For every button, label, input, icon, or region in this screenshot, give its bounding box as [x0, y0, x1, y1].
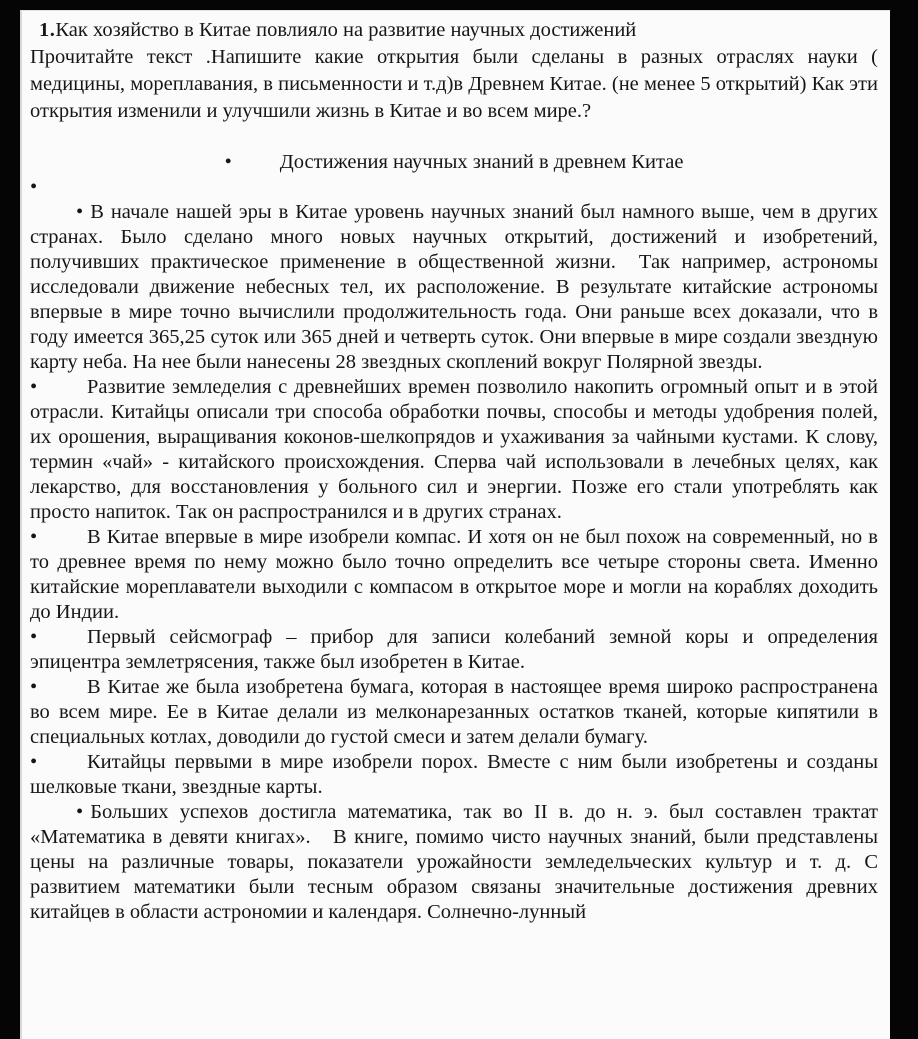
bullet-icon: • [30, 626, 38, 648]
doc-heading-text: Достижения научных знаний в древнем Китае [279, 151, 684, 173]
bullet-icon: • [30, 376, 38, 398]
bullet-item-seismograph [30, 625, 878, 675]
bullet-icon: • [30, 676, 38, 698]
bullet-item-paper [30, 675, 878, 750]
bullet-item-mathematics [30, 800, 878, 925]
empty-bullet-item [30, 175, 878, 200]
bullet-item-agriculture [30, 375, 878, 525]
bullet-item-text: В Китае же была изобретена бумага, которая в настоящее время широко распространена во всем мире. Ее в Китае делали из мелконарезанных остатков тканей, которые кипятили в специальных котлах, доводили до густой смеси и затем делали бумагу. [30, 676, 878, 748]
bullet-icon: • [30, 176, 38, 198]
bullet-item-text: В начале нашей эры в Китае уровень научных знаний был намного выше, чем в других странах. Было сделано много новых научных открытий, достижений и изобретений, получивших практическое применение в общественной жизни. Так например, астрономы исследовали движение небесных тел, их расположение. В результате китайские астрономы впервые в мире точно вычислили продолжительность года. Они раньше всех доказали, что в году имеется 365,25 суток или 365 дней и четверть суток. Они впервые в мире создали звездную карту неба. На нее были нанесены 28 звездных скоплений вокруг Полярной звезды. [30, 201, 878, 373]
doc-heading [30, 150, 878, 175]
bullet-icon: • [224, 151, 232, 173]
bullet-item-text: Больших успехов достигла математика, так во II в. до н. э. был составлен трактат «Математика в девяти книгах». В книге, помимо чисто научных знаний, были представлены цены на различные товары, показатели урожайности земледельческих культур и т. д. С развитием математики были тесным образом связаны значительные достижения древних китайцев в области астрономии и календаря. Солнечно-лунный [30, 801, 878, 923]
bullet-item-compass [30, 525, 878, 625]
bullet-icon: • [76, 801, 84, 823]
bullet-item-astronomy [30, 200, 878, 375]
bullet-icon: • [76, 201, 84, 223]
bullet-icon: • [30, 526, 38, 548]
task-instructions: Прочитайте текст .Напишите какие открытия были сделаны в разных отраслях науки ( медицины, мореплавания, в письменности и т.д)в Древнем Китае. (не менее 5 открытий) Как эти открытия изменили и улучшили жизнь в Китае и во всем мире.? [30, 46, 878, 122]
bullet-item-text: Первый сейсмограф – прибор для записи колебаний земной коры и определения эпицентра землетрясения, также был изобретен в Китае. [30, 626, 878, 673]
bullet-item-text: Китайцы первыми в мире изобрели порох. Вместе с ним были изобретены и созданы шелковые ткани, звездные карты. [30, 751, 878, 798]
task-title-text: Как хозяйство в Китае повлияло на развитие научных достижений [55, 19, 637, 41]
bullet-item-text: В Китае впервые в мире изобрели компас. И хотя он не был похож на современный, но в то древнее время по нему можно было точно определить все четыре стороны света. Именно китайские мореплаватели выходили с компасом в открытое море и могли на кораблях доходить до Индии. [30, 526, 878, 623]
task-title [30, 17, 878, 44]
bullet-icon: • [30, 751, 38, 773]
document-page [20, 10, 890, 1039]
bullet-item-text: Развитие земледелия с древнейших времен позволило накопить огромный опыт и в этой отрасли. Китайцы описали три способа обработки почвы, способы и методы удобрения полей, их орошения, выращивания коконов-шелкопрядов и ухаживания за чайными кустами. К слову, термин «чай» - китайского происхождения. Сперва чай использовали в лечебных целях, как лекарство, для восстановления у больного сил и энергии. Позже его стали употреблять как просто напиток. Так он распространился и в других странах. [30, 376, 878, 523]
bullet-item-gunpowder [30, 750, 878, 800]
task-number: 1. [39, 19, 56, 41]
